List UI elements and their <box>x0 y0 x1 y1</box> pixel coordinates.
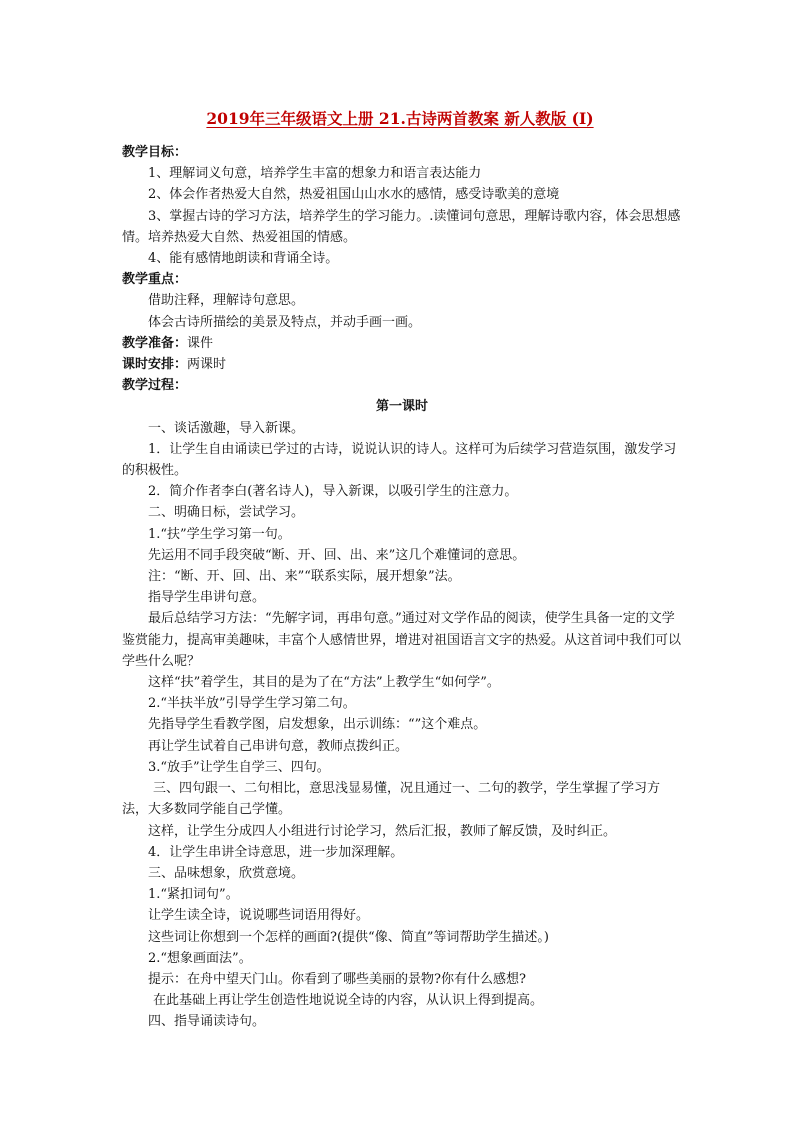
section-heading: 教学过程： <box>122 378 188 394</box>
paragraph-value: 课件 <box>187 335 214 351</box>
paragraph: 这样，让学生分成四人小组进行讨论学习，然后汇报，教师了解反馈，及时纠正。 <box>148 823 617 839</box>
paragraph: 借助注释，理解诗句意思。 <box>148 293 305 309</box>
paragraph: 再让学生试着自己串讲句意，教师点拨纠正。 <box>148 738 409 754</box>
paragraph: 4、能有感情地朗读和背诵全诗。 <box>148 251 339 267</box>
paragraph: 2.“想象画面法”。 <box>148 950 252 966</box>
paragraph: 最后总结学习方法：“先解字词，再串句意。”通过对文学作品的阅读，使学生具备一定的文学鉴赏能力，提高审美趣味，丰富个人感情世界，增进对祖国语言文字的热爱。从这首词中我们可以学些什么呢？ <box>122 611 682 669</box>
section-heading: 教学重点： <box>122 272 188 288</box>
paragraph: 2、体会作者热爱大自然，热爱祖国山山水水的感情，感受诗歌美的意境 <box>148 187 560 203</box>
labeled-paragraph <box>122 354 682 375</box>
paragraph-label: 教学准备： <box>122 335 188 351</box>
paragraph: 这样“扶”着学生，其目的是为了在“方法”上教学生“如何学”。 <box>148 675 500 691</box>
paragraph: 1．让学生自由诵读已学过的古诗，说说认识的诗人。这样可为后续学习营造氛围，激发学习的积极性。 <box>122 441 677 479</box>
paragraph: 三、四句跟一、二句相比，意思浅显易懂，况且通过一、二句的教学，学生掌握了学习方法，大多数同学能自己学懂。 <box>122 781 661 818</box>
paragraph: 3.“放手”让学生自学三、四句。 <box>148 759 330 775</box>
paragraph: 先指导学生看教学图，启发想象，出示训练：“”这个难点。 <box>148 717 487 733</box>
section-heading: 教学目标： <box>122 145 188 160</box>
paragraph: 这些词让你想到一个怎样的画面?(提供“像、简直”等词帮助学生描述。) <box>148 929 549 945</box>
paragraph: 三、品味想象，欣赏意境。 <box>148 865 305 881</box>
labeled-paragraph <box>122 333 682 354</box>
paragraph: 3、掌握古诗的学习方法，培养学生的学习能力。.读懂词句意思，理解诗歌内容，体会思想感情。培养热爱大自然、热爱祖国的情感。 <box>122 208 681 245</box>
paragraph: 2.“半扶半放”引导学生学习第二句。 <box>148 696 356 712</box>
paragraph-label: 课时安排： <box>122 357 188 373</box>
paragraph: 1.“扶”学生学习第一句。 <box>148 526 291 542</box>
paragraph: 注：“断、开、回、出、来”“联系实际，展开想象”法。 <box>148 569 461 585</box>
document-title: 2019年三年级语文上册 21.古诗两首教案 新人教版 (I) <box>206 109 594 128</box>
paragraph: 四、指导诵读诗句。 <box>148 1014 266 1030</box>
paragraph: 二、明确日标，尝试学习。 <box>148 505 305 521</box>
document-body <box>122 142 682 1033</box>
paragraph: 2．简介作者李白(著名诗人)，导入新课，以吸引学生的注意力。 <box>148 484 518 500</box>
paragraph: 先运用不同手段突破“断、开、回、出、来”这几个难懂词的意思。 <box>148 547 526 563</box>
paragraph: 1.“紧扣词句”。 <box>148 887 239 903</box>
paragraph: 在此基础上再让学生创造性地说说全诗的内容，从认识上得到提高。 <box>153 993 544 1009</box>
paragraph: 提示：在舟中望天门山。你看到了哪些美丽的景物?你有什么感想? <box>148 971 526 987</box>
paragraph: 体会古诗所描绘的美景及特点，并动手画一画。 <box>148 314 422 330</box>
lesson-heading: 第一课时 <box>375 399 428 415</box>
paragraph: 让学生读全诗，说说哪些词语用得好。 <box>148 908 370 924</box>
paragraph: 指导学生串讲句意。 <box>148 590 266 606</box>
paragraph: 一、谈话激趣，导入新课。 <box>148 420 305 436</box>
paragraph: 4．让学生串讲全诗意思，进一步加深理解。 <box>148 844 404 860</box>
paragraph-value: 两课时 <box>187 357 227 373</box>
paragraph: 1、理解词义句意，培养学生丰富的想象力和语言表达能力 <box>148 166 482 182</box>
